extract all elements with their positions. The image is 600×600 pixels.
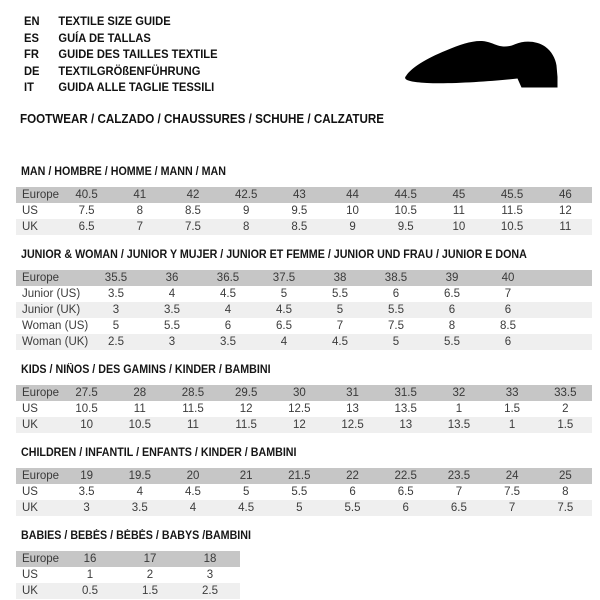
size-cell: 42.5 — [220, 187, 273, 203]
shoe-icon — [396, 32, 574, 94]
size-cell: 4 — [256, 334, 312, 350]
table-row — [16, 286, 592, 302]
size-cell: 8 — [448, 320, 456, 332]
size-cell: 6.5 — [60, 219, 113, 235]
size-cell: 3.5 — [113, 500, 166, 516]
size-cell: 38 — [312, 270, 368, 286]
size-cell: 6.5 — [432, 500, 485, 516]
size-cell: 22.5 — [379, 468, 432, 484]
lang-row-es — [24, 30, 218, 47]
size-cell: 11 — [133, 403, 146, 415]
size-cell: 6 — [392, 288, 400, 300]
size-cell: 5 — [112, 320, 120, 332]
size-cell: 33.5 — [539, 385, 592, 401]
language-header — [24, 13, 232, 96]
size-cell: 10.5 — [394, 205, 417, 217]
size-cell: 5 — [368, 334, 424, 350]
row-label: US — [22, 205, 38, 217]
table-row — [16, 484, 592, 500]
size-sections — [16, 166, 592, 600]
size-cell: 13.5 — [432, 417, 485, 433]
size-cell: 37.5 — [256, 270, 312, 286]
size-cell: 6 — [349, 486, 356, 498]
size-cell: 44 — [326, 187, 379, 203]
table-row — [16, 385, 592, 401]
lang-text: TEXTILGRÖßENFÜHRUNG — [58, 63, 201, 78]
size-table — [16, 270, 592, 350]
size-cell: 23.5 — [432, 468, 485, 484]
row-label: Europe — [16, 551, 60, 567]
size-cell: 7 — [504, 288, 512, 300]
table-row — [16, 567, 240, 583]
size-cell: 4.5 — [184, 486, 201, 498]
section-title: KIDS / NIÑOS / DES GAMINS / KINDER / BAMBINI — [21, 364, 271, 376]
size-table — [16, 187, 592, 235]
size-cell: 9 — [242, 205, 250, 217]
table-row — [16, 417, 592, 433]
size-table — [16, 385, 592, 433]
size-cell: 6 — [224, 320, 232, 332]
table-row — [16, 500, 592, 516]
size-cell: 25 — [539, 468, 592, 484]
table-row — [16, 270, 592, 286]
size-cell: 5 — [280, 288, 288, 300]
size-cell: 45.5 — [486, 187, 539, 203]
table-row — [16, 203, 592, 219]
row-label: US — [22, 403, 38, 415]
size-cell: 6.5 — [276, 320, 292, 332]
table-row — [16, 468, 592, 484]
size-cell: 31.5 — [379, 385, 432, 401]
size-cell: 12 — [558, 205, 572, 217]
size-cell: 32 — [432, 385, 485, 401]
lang-code: IT — [24, 80, 34, 94]
size-cell: 30 — [273, 385, 326, 401]
table-row — [16, 318, 592, 334]
lang-code: FR — [24, 47, 39, 61]
size-cell: 5.5 — [332, 288, 348, 300]
table-row — [16, 583, 240, 599]
size-cell: 8 — [136, 205, 143, 217]
size-cell: 3.5 — [78, 486, 95, 498]
size-cell: 10 — [60, 417, 113, 433]
size-cell: 28 — [113, 385, 166, 401]
section-title: BABIES / BEBÉS / BÉBÉS / BABYS /BAMBINI — [21, 530, 251, 542]
lang-text: GUÍA DE TALLAS — [58, 30, 151, 45]
section-title: MAN / HOMBRE / HOMME / MANN / MAN — [21, 166, 226, 178]
size-cell: 5 — [242, 486, 250, 498]
size-cell: 36.5 — [200, 270, 256, 286]
size-cell: 1 — [455, 403, 463, 415]
size-cell: 6.5 — [397, 486, 414, 498]
size-cell: 2.5 — [88, 334, 144, 350]
size-section-junior-woman — [16, 249, 592, 350]
size-cell: 13.5 — [394, 403, 417, 415]
size-section-man — [16, 166, 592, 235]
size-cell: 5.5 — [368, 302, 424, 318]
size-cell: 6 — [480, 334, 536, 350]
size-cell: 24 — [486, 468, 539, 484]
size-cell: 5.5 — [164, 320, 180, 332]
row-label: Woman (US) — [22, 320, 88, 332]
size-cell: 2 — [562, 403, 569, 415]
lang-code: DE — [24, 63, 40, 78]
size-cell: 4.5 — [220, 500, 273, 516]
size-cell: 36 — [144, 270, 200, 286]
size-cell: 41 — [113, 187, 166, 203]
size-table — [16, 551, 240, 599]
size-cell: 42 — [166, 187, 219, 203]
size-cell: 4 — [168, 288, 176, 300]
lang-code: EN — [24, 14, 40, 28]
size-cell: 40 — [480, 270, 536, 286]
size-cell: 3.5 — [200, 334, 256, 350]
lang-row-it — [24, 79, 218, 96]
size-cell: 35.5 — [88, 270, 144, 286]
size-cell: 44.5 — [379, 187, 432, 203]
size-cell: 16 — [60, 551, 120, 567]
size-cell: 13 — [379, 417, 432, 433]
row-label: UK — [16, 219, 60, 235]
size-cell: 3 — [60, 500, 113, 516]
size-cell: 8.5 — [273, 219, 326, 235]
size-cell: 1.5 — [120, 583, 180, 599]
size-cell: 6.5 — [444, 288, 460, 300]
size-cell: 1.5 — [539, 417, 592, 433]
size-cell — [536, 334, 592, 350]
size-cell: 21.5 — [273, 468, 326, 484]
size-cell: 6 — [480, 302, 536, 318]
lang-row-fr — [24, 46, 218, 63]
row-label: Europe — [16, 270, 88, 286]
size-cell: 7 — [336, 320, 344, 332]
size-cell: 2.5 — [180, 583, 240, 599]
size-cell: 13 — [346, 403, 359, 415]
size-cell: 31 — [326, 385, 379, 401]
size-cell: 3 — [144, 334, 200, 350]
size-table — [16, 468, 592, 516]
size-cell: 3 — [206, 569, 214, 581]
lang-row-en — [24, 13, 218, 30]
size-cell: 7 — [486, 500, 539, 516]
size-cell: 12.5 — [326, 417, 379, 433]
size-cell: 10 — [432, 219, 485, 235]
row-label: UK — [16, 417, 60, 433]
size-cell: 21 — [220, 468, 273, 484]
size-cell: 5.5 — [291, 486, 308, 498]
row-label: US — [22, 486, 38, 498]
size-cell: 5.5 — [326, 500, 379, 516]
size-cell: 7 — [455, 486, 463, 498]
size-cell: 7 — [113, 219, 166, 235]
size-cell: 11.5 — [182, 403, 204, 415]
size-cell: 4.5 — [256, 302, 312, 318]
size-cell — [536, 318, 592, 334]
size-cell: 7.5 — [539, 500, 592, 516]
size-cell: 38.5 — [368, 270, 424, 286]
size-cell: 10 — [346, 205, 359, 217]
size-cell: 8.5 — [500, 320, 516, 332]
size-cell: 12 — [273, 417, 326, 433]
size-cell: 8.5 — [184, 205, 201, 217]
row-label: Europe — [16, 187, 60, 203]
size-cell: 7.5 — [504, 486, 521, 498]
size-cell: 4 — [136, 486, 143, 498]
size-cell: 6 — [424, 302, 480, 318]
size-cell: 22 — [326, 468, 379, 484]
row-label: Junior (UK) — [16, 302, 88, 318]
size-cell: 11 — [539, 219, 592, 235]
size-cell: 20 — [166, 468, 219, 484]
size-cell: 10.5 — [486, 219, 539, 235]
row-label: Woman (UK) — [16, 334, 88, 350]
size-cell: 9.5 — [291, 205, 308, 217]
table-row — [16, 187, 592, 203]
size-cell — [536, 286, 592, 302]
size-cell: 5 — [273, 500, 326, 516]
table-row — [16, 334, 592, 350]
table-row — [16, 219, 592, 235]
size-cell: 1 — [86, 569, 94, 581]
size-cell: 45 — [432, 187, 485, 203]
size-cell: 10.5 — [113, 417, 166, 433]
size-cell: 18 — [180, 551, 240, 567]
row-label: Junior (US) — [22, 288, 81, 300]
size-cell: 11 — [166, 417, 219, 433]
size-cell: 3.5 — [144, 302, 200, 318]
size-cell: 6 — [379, 500, 432, 516]
size-cell: 46 — [539, 187, 592, 203]
row-label: US — [22, 569, 38, 581]
size-cell: 9.5 — [379, 219, 432, 235]
size-cell: 2 — [146, 569, 154, 581]
size-cell: 19 — [60, 468, 113, 484]
size-cell: 11 — [452, 205, 465, 217]
size-cell: 1 — [486, 417, 539, 433]
size-cell: 28.5 — [166, 385, 219, 401]
size-cell: 17 — [120, 551, 180, 567]
size-cell: 4 — [166, 500, 219, 516]
size-cell — [536, 270, 592, 286]
size-cell: 11.5 — [501, 205, 523, 217]
table-row — [16, 302, 592, 318]
size-cell: 19.5 — [113, 468, 166, 484]
row-label: UK — [16, 583, 60, 599]
size-cell: 33 — [486, 385, 539, 401]
size-cell: 4.5 — [312, 334, 368, 350]
lang-text: GUIDE DES TAILLES TEXTILE — [58, 47, 218, 61]
size-cell: 1.5 — [504, 403, 521, 415]
size-cell: 4 — [200, 302, 256, 318]
size-cell: 29.5 — [220, 385, 273, 401]
size-section-kids — [16, 364, 592, 433]
size-cell — [536, 302, 592, 318]
row-label: Europe — [16, 468, 60, 484]
section-title: JUNIOR & WOMAN / JUNIOR Y MUJER / JUNIOR ET FEMME / JUNIOR UND FRAU / JUNIOR E DONA — [21, 249, 527, 261]
table-row — [16, 401, 592, 417]
size-cell: 5.5 — [424, 334, 480, 350]
size-cell: 7.5 — [388, 320, 404, 332]
size-cell: 0.5 — [60, 583, 120, 599]
size-cell: 8 — [220, 219, 273, 235]
lang-row-de — [24, 63, 218, 80]
size-cell: 43 — [273, 187, 326, 203]
size-cell: 40.5 — [60, 187, 113, 203]
size-cell: 3.5 — [108, 288, 124, 300]
size-cell: 11.5 — [220, 417, 273, 433]
size-cell: 7.5 — [78, 205, 95, 217]
size-cell: 9 — [326, 219, 379, 235]
size-cell: 27.5 — [60, 385, 113, 401]
section-title: CHILDREN / INFANTIL / ENFANTS / KINDER / BAMBINI — [21, 447, 297, 459]
lang-code: ES — [24, 30, 39, 45]
size-section-babies — [16, 530, 592, 599]
size-cell: 4.5 — [220, 288, 236, 300]
size-cell: 3 — [88, 302, 144, 318]
size-cell: 10.5 — [75, 403, 98, 415]
category-line: FOOTWEAR / CALZADO / CHAUSSURES / SCHUHE / CALZATURE — [20, 112, 385, 126]
size-cell: 12.5 — [288, 403, 311, 415]
row-label: UK — [16, 500, 60, 516]
size-cell: 8 — [562, 486, 569, 498]
table-row — [16, 551, 240, 567]
size-section-children — [16, 447, 592, 516]
row-label: Europe — [16, 385, 60, 401]
lang-text: TEXTILE SIZE GUIDE — [58, 14, 171, 28]
lang-text: GUIDA ALLE TAGLIE TESSILI — [58, 80, 215, 94]
size-cell: 39 — [424, 270, 480, 286]
size-cell: 5 — [312, 302, 368, 318]
size-cell: 12 — [239, 403, 253, 415]
size-cell: 7.5 — [166, 219, 219, 235]
